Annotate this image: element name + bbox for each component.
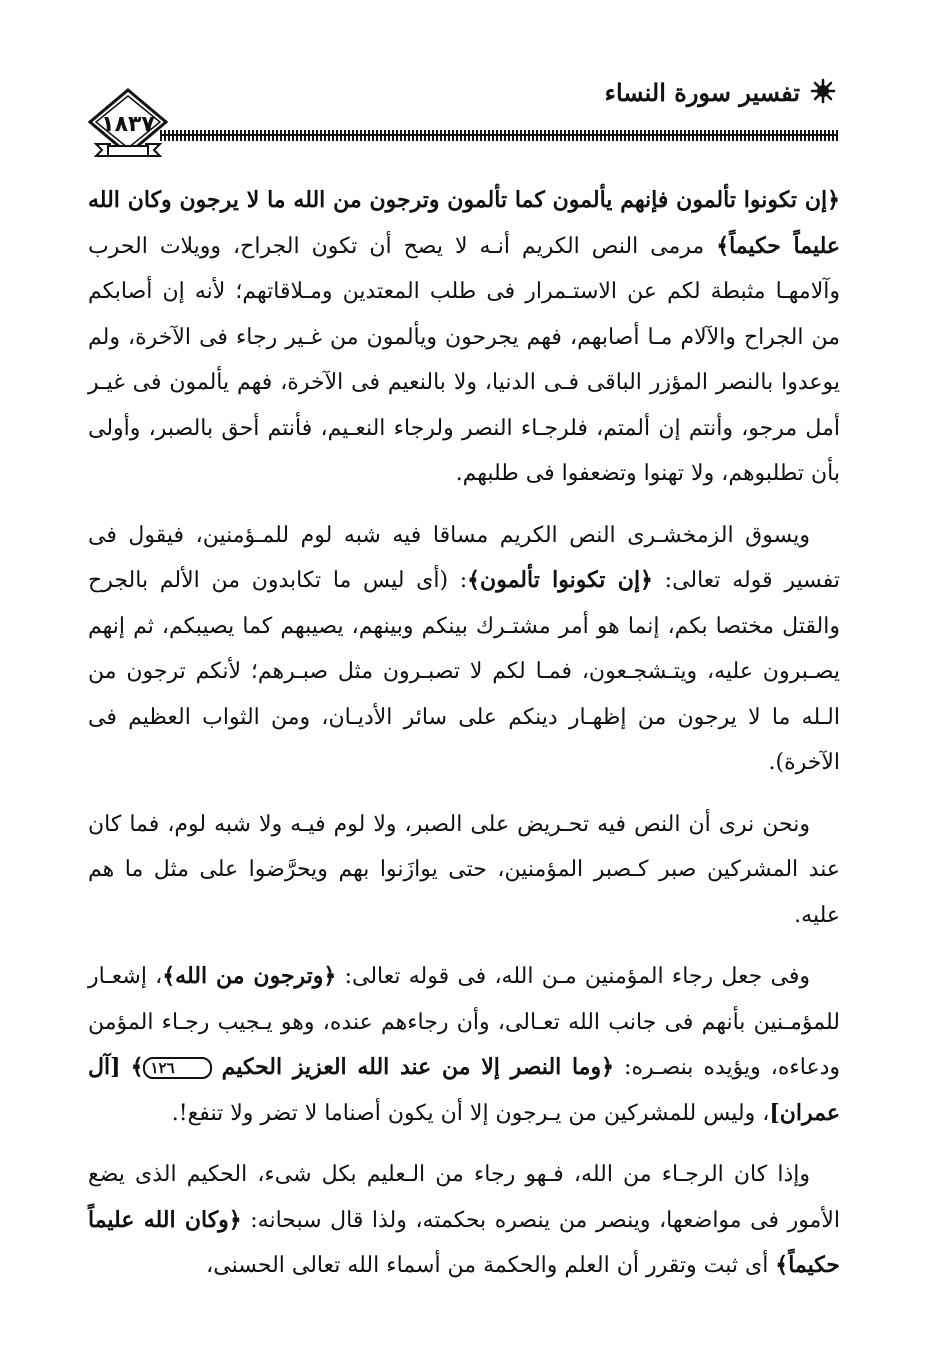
quran-verse: ﴿وكان الله عليماً حكيماً﴾ — [88, 1206, 840, 1278]
quran-verse-close: ﴾ — [130, 1054, 144, 1080]
page-body — [88, 178, 840, 1305]
paragraph-3 — [88, 802, 840, 939]
header-rule — [160, 130, 838, 141]
paragraph-text: أى ثبت وتقرر أن العلم والحكمة من أسماء الله تعالى الحسنى، — [206, 1253, 776, 1278]
paragraph-2 — [88, 513, 840, 786]
paragraph-text — [121, 1055, 131, 1080]
quran-verse: ﴿إن تكونوا تألمون﴾ — [467, 567, 653, 593]
paragraph-text: وفى جعل رجاء المؤمنين مـن الله، فى قوله تعالى: — [336, 964, 810, 989]
quran-verse: ﴿إن تكونوا تألمون فإنهم يألمون كما تألمون وترجون من الله ما لا يرجون وكان الله عليماً حكيماً﴾ — [88, 187, 840, 259]
paragraph-text: ونحن نرى أن النص فيه تحـريض على الصبر، ولا لوم فيـه ولا شبه لوم، فما كان عند المشركين صبر كـصبر المؤمنين، حتى يوازَنوا بهم ويحرَّضوا على مثل ما هم عليه. — [88, 811, 840, 928]
aya-number-marker: ١٢٦ — [143, 1057, 211, 1079]
paragraph-text: ، وليس للمشركين من يـرجون إلا أن يكون أصناما لا تضر ولا تنفع!. — [171, 1100, 770, 1126]
paragraph-text: : (أى ليس ما تكابدون من الألم بالجرح والقتل مختصا بكم، إنما هو أمر مشتـرك بينكم وبينهم، يصيبهم كما يصيبكم، ثم إنهم يصـبرون عليه، ويتـشجـعون، فمـا لكم لا تصبـرون مثل صبـرهم؛ لأنكم ترجون من الـله ما لا يرجون من إظهـار دينكم على سائر الأديـان، ومن الثواب العظيم فى الآخرة). — [88, 568, 841, 775]
paragraph-text: مرمى النص الكريم أنـه لا يصح أن تكون الجراح، وويلات الحرب وآلامهـا مثبطة لكم عن الاستـمرار فى طلب المعتدين ومـلاقاتهم؛ لأنه إن أصابكم من الجراح والآلام مـا أصابهم، فهم يجرحون ويألمون من غـير رجاء فى الآخرة، ولم يوعدوا بالنصر المؤزر الباقى فـى الدنيا، ولا بالنعيم فى الآخرة، فهم يألمون فى غيـر أمل مرجو، وأنتم إن ألمتم، فلرجـاء النصر ولرجاء النعـيم، فأنتم أحق بالصبر، وأولى بأن تطلبوهم، ولا تهنوا وتضعفوا فى طلبهم. — [88, 233, 840, 486]
paragraph-4 — [88, 954, 840, 1136]
quran-verse: ﴿وما النصر إلا من عند الله العزيز الحكيم — [221, 1054, 614, 1080]
surah-reference: [آل عمران] — [88, 1054, 840, 1126]
page-number: ١٨٣٧ — [101, 112, 155, 137]
quran-verse: ﴿وترجون من الله﴾ — [162, 963, 337, 989]
running-header-title: تفسير سورة النساء — [604, 78, 800, 107]
paragraph-text: ، إشعـار للمؤمـنين بأنهم فى جانب الله تعـالى، وأن رجاءهم عنده، وهو يـجيب رجـاء المؤمن ودعاءه، ويؤيده بنصـره: — [88, 964, 841, 1080]
paragraph-1 — [88, 178, 840, 497]
paragraph-text: وإذا كان الرجـاء من الله، فـهو رجاء من الـعليم بكل شىء، الحكيم الذى يضع الأمور فى مواضعها، وينصر من ينصره بحكمته، ولذا قال سبحانه: — [88, 1162, 840, 1233]
paragraph-text: ويسوق الزمخشـرى النص الكريم مساقا فيه شبه لوم للمـؤمنين، فيقول فى تفسير قوله تعالى: — [88, 522, 840, 593]
flower-ornament-icon — [810, 78, 836, 104]
paragraph-5 — [88, 1152, 840, 1289]
